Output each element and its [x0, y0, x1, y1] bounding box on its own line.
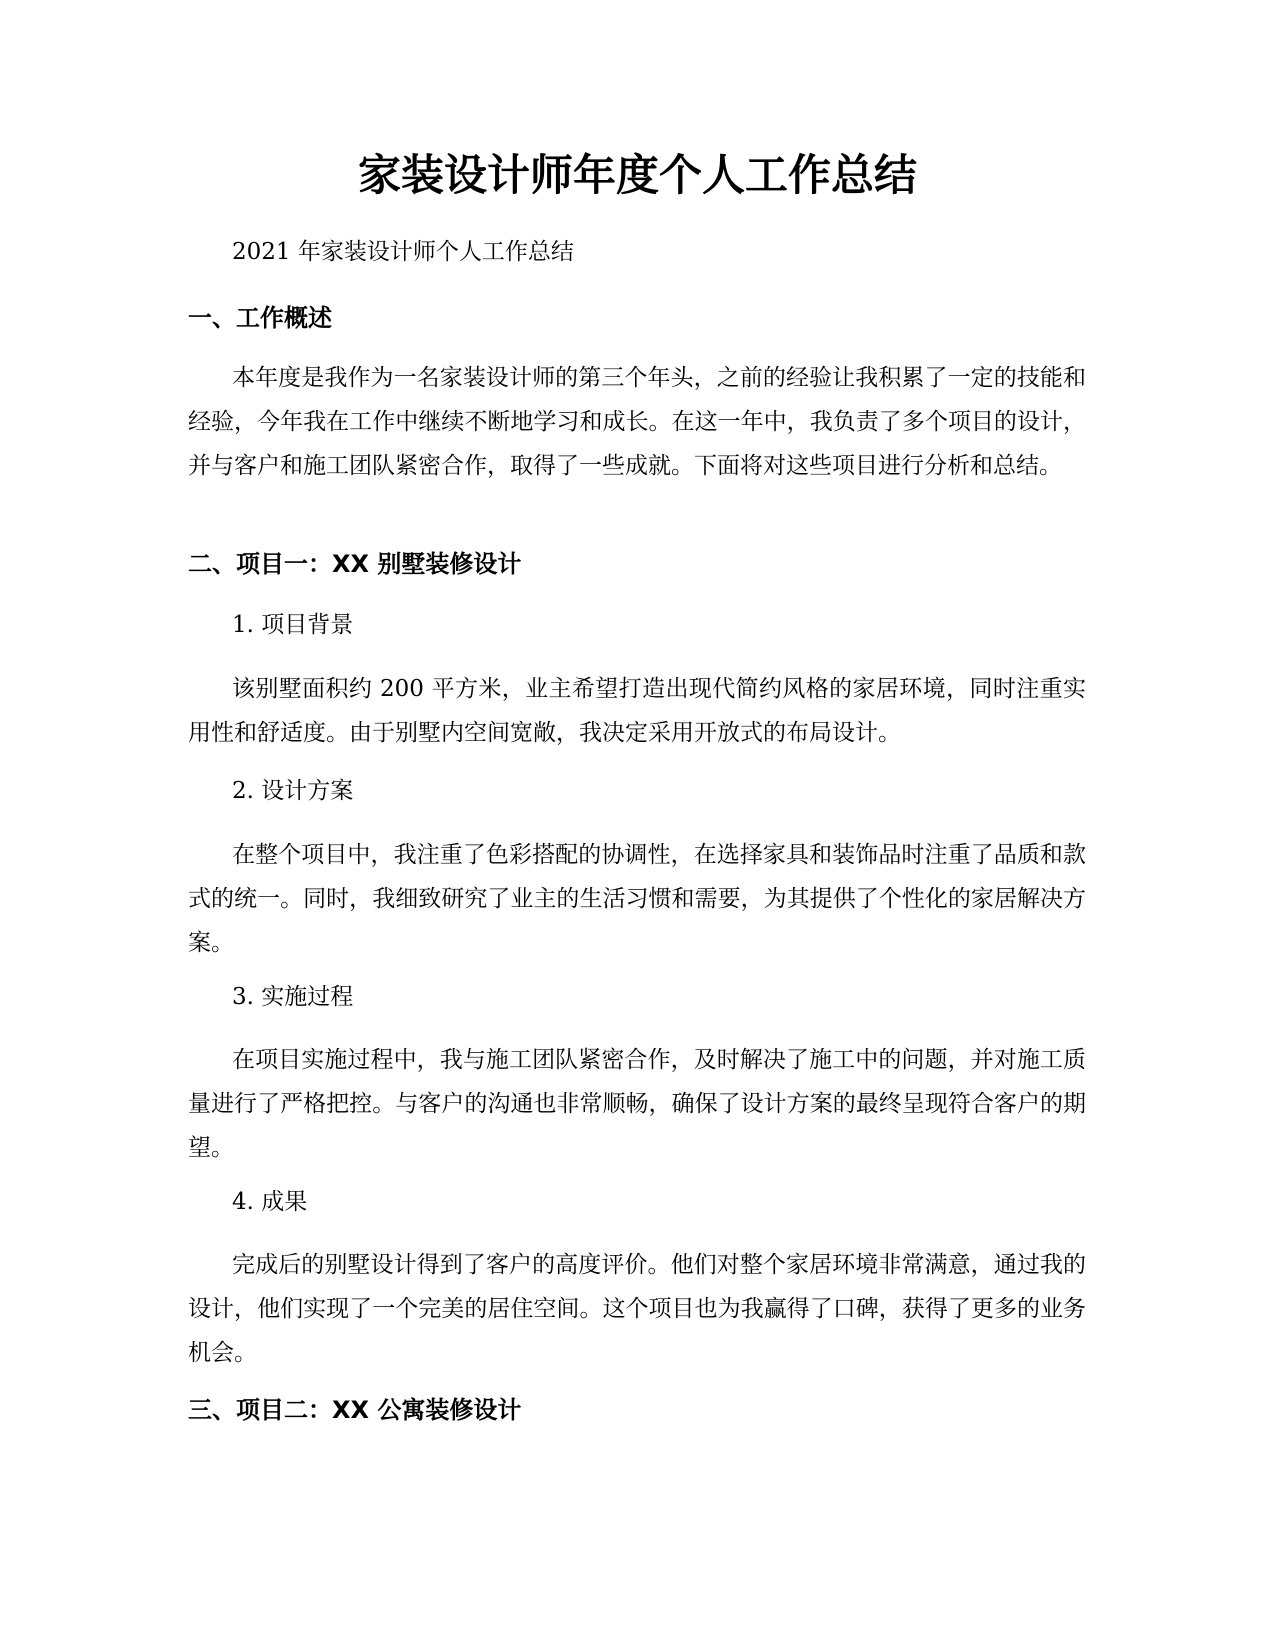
overview-paragraph: 本年度是我作为一名家装设计师的第三个年头，之前的经验让我积累了一定的技能和经验，今年我在工作中继续不断地学习和成长。在这一年中，我负责了多个项目的设计，并与客户和施工团队紧密合作，取得了一些成就。下面将对这些项目进行分析和总结。 [188, 365, 1086, 479]
document-subtitle: 2021 年家装设计师个人工作总结 [232, 239, 574, 265]
project-one-item-design-label: 2. 设计方案 [232, 778, 354, 804]
project-one-item-design-text: 在整个项目中，我注重了色彩搭配的协调性，在选择家具和装饰品时注重了品质和款式的统一。同时，我细致研究了业主的生活习惯和需要，为其提供了个性化的家居解决方案。 [188, 842, 1086, 956]
project-one-item-background-text: 该别墅面积约 200 平方米，业主希望打造出现代简约风格的家居环境，同时注重实用性和舒适度。由于别墅内空间宽敞，我决定采用开放式的布局设计。 [188, 676, 1086, 746]
project-one-item-result-text: 完成后的别墅设计得到了客户的高度评价。他们对整个家居环境非常满意，通过我的设计，他们实现了一个完美的居住空间。这个项目也为我赢得了口碑，获得了更多的业务机会。 [188, 1252, 1086, 1366]
project-one-item-process-text: 在项目实施过程中，我与施工团队紧密合作，及时解决了施工中的问题，并对施工质量进行了严格把控。与客户的沟通也非常顺畅，确保了设计方案的最终呈现符合客户的期望。 [188, 1047, 1086, 1161]
section-heading-overview: 一、工作概述 [188, 304, 332, 332]
section-heading-project-two: 三、项目二：XX 公寓装修设计 [188, 1396, 522, 1424]
project-one-item-background-label: 1. 项目背景 [232, 612, 354, 638]
project-one-item-result-label: 4. 成果 [232, 1189, 308, 1215]
section-heading-project-one: 二、项目一：XX 别墅装修设计 [188, 550, 522, 578]
project-one-item-process-label: 3. 实施过程 [232, 984, 354, 1010]
document-title: 家装设计师年度个人工作总结 [358, 151, 917, 201]
